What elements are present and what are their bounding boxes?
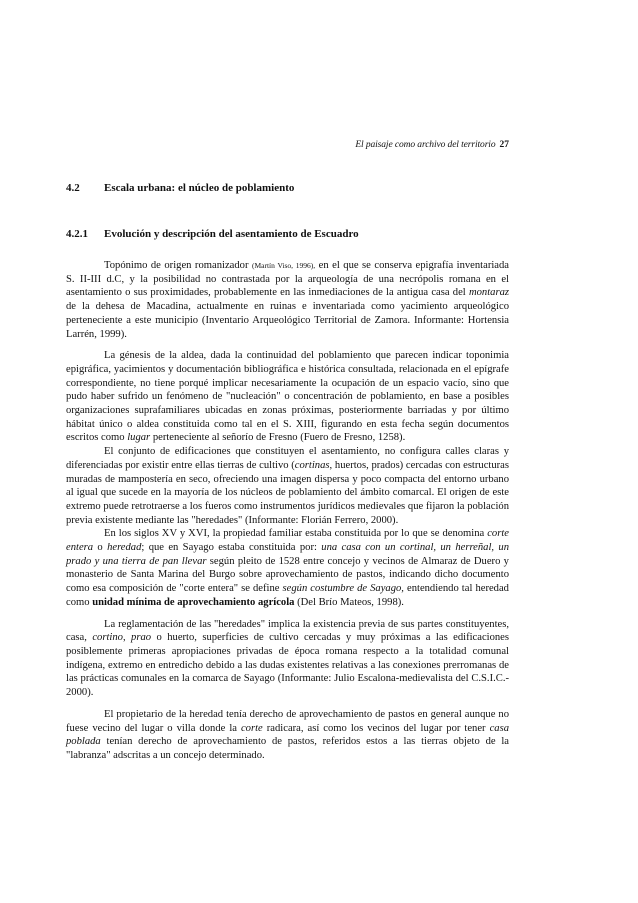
italic-term: cortinas (294, 459, 330, 471)
text-run: , (122, 632, 132, 644)
section-heading (66, 182, 294, 194)
text-run: El propietario de la heredad tenía derecho de aprovechamiento de pastos en general aunque no fuese vecino del lugar o villa donde la (66, 708, 509, 734)
text-run: según pleito de 1528 entre concejo y vecinos de Almaraz de Duero y monasterio de Santa Marina del Burgo sobre aprovechamiento de pastos, indicando dicho documento como esa composición de "corte entera" se define (66, 555, 509, 595)
paragraph-2 (66, 349, 509, 445)
text-run: entendiendo tal heredad como (66, 583, 509, 608)
text-run: Topónimo de origen romanizador (104, 260, 252, 271)
text-run: perteneciente al señorío de Fresno (Fuero de Fresno, 1258). (150, 432, 406, 444)
text-run: , huertos, prados) cercadas con estructuras muradas de mampostería en seco, ofreciendo una imagen dispersa y poco compacta del entorno urbano al igual que sucede en la mayoría de los núcleos de poblamiento del ámbito comarcal. El origen de este extremo puede retrotraerse a los fueros como instrumentos jurídicos medievales que fijaron la población previa existente mediante las "heredades" (Informante: Florián Ferrero, 2000). (66, 459, 509, 526)
text-run: La reglamentación de las "heredades" implica la existencia previa de sus partes constituyentes, casa, (66, 618, 509, 644)
italic-term: una casa con un cortinal, un herreñal, un prado y una tierra de pan llevar (66, 542, 509, 567)
running-header (355, 140, 509, 150)
paragraph-6 (66, 708, 509, 763)
italic-term: lugar (127, 432, 151, 444)
italic-term: corte (240, 722, 263, 734)
running-header-title: El paisaje como archivo del territorio (355, 140, 496, 150)
section-title: Escala urbana: el núcleo de poblamiento (104, 182, 295, 194)
text-run: En los siglos XV y XVI, la propiedad familiar estaba constituida por lo que se denomina (104, 528, 488, 540)
paragraph-5 (66, 618, 509, 700)
text-run: o (93, 542, 108, 554)
italic-term: prao (131, 632, 152, 644)
italic-term: casa poblada (66, 722, 509, 748)
text-run: de la dehesa de Macadina, actualmente en ruinas e inventariada como yacimiento arqueológico perteneciente a este municipio (Inventario Arqueológico Territorial de Zamora. Informante: Hortensia Larrén, 1999). (66, 301, 509, 340)
text-run: (Del Brío Mateos, 1998). (294, 596, 404, 608)
subsection-number: 4.2.1 (66, 228, 88, 240)
paragraph-1 (66, 259, 509, 341)
section-number: 4.2 (66, 182, 80, 194)
paragraph-3 (66, 445, 509, 527)
italic-term: cortino (92, 632, 123, 644)
text-run: o huerto, superficies de cultivo cercadas y muy próximas a las edificaciones posiblemente primeras apropiaciones privadas de época romana respecto a la totalidad comunal indígena, extremo en entredicho debido a las dudas existentes relativas a las conexiones prerromanas de las prácticas comunales en la comarca de Sayago (Informante: Julio Escalona-medievalista del C.S.I.C.- 2000). (66, 632, 510, 699)
italic-term: heredad (107, 542, 142, 554)
italic-term: montaraz (468, 287, 509, 299)
italic-term: corte entera (66, 528, 509, 554)
text-run: La génesis de la aldea, dada la continuidad del poblamiento que parecen indicar toponimia epigráfica, yacimientos y documentación bibliográfica e histórica consultada, relacionada en el epígrafe correspondiente, no tiene porqué implicar necesariamente la ocupación de un espacio vacío, sino que pudo haber sufrido un fenómeno de "nucleación" o concentración de poblamiento, en base a posibles organizaciones suprafamiliares ubicadas en zonas próximas, posteriormente barriadas y por último hábitat único o aldea constituida como tal en el S. XIII, figurando en esta fecha según documentos escritos como (66, 350, 509, 444)
italic-term: según costumbre de Sayago, (282, 583, 404, 595)
text-run: ; que en Sayago estaba constituida por: (141, 542, 322, 554)
text-run: tenían derecho de aprovechamiento de pastos, referidos estos a las tierras objeto de la "labranza" adscritas a un concejo determinado. (66, 736, 509, 761)
subsection-heading (66, 228, 359, 240)
body-text (66, 259, 509, 771)
paragraph-4 (66, 527, 509, 609)
text-run: radicara, así como los vecinos del lugar por tener (262, 722, 490, 734)
text-run: El conjunto de edificaciones que constituyen el asentamiento, no configura calles claras y diferenciadas por existir entre ellas tierras de cultivo ( (66, 446, 509, 471)
bold-term: unidad mínima de aprovechamiento agrícola (92, 596, 295, 608)
subsection-title: Evolución y descripción del asentamiento de Escuadro (104, 228, 359, 240)
page-number: 27 (499, 140, 509, 150)
text-run: en el que se conserva epigrafía inventariada S. II-III d.C, y la posibilidad no contrastada por la arqueología de una necrópolis romana en el asentamiento o sus proximidades, probablemente en las inmediaciones de la antigua casa del (66, 260, 510, 299)
citation: (Martín Viso, 1996), (251, 261, 316, 270)
